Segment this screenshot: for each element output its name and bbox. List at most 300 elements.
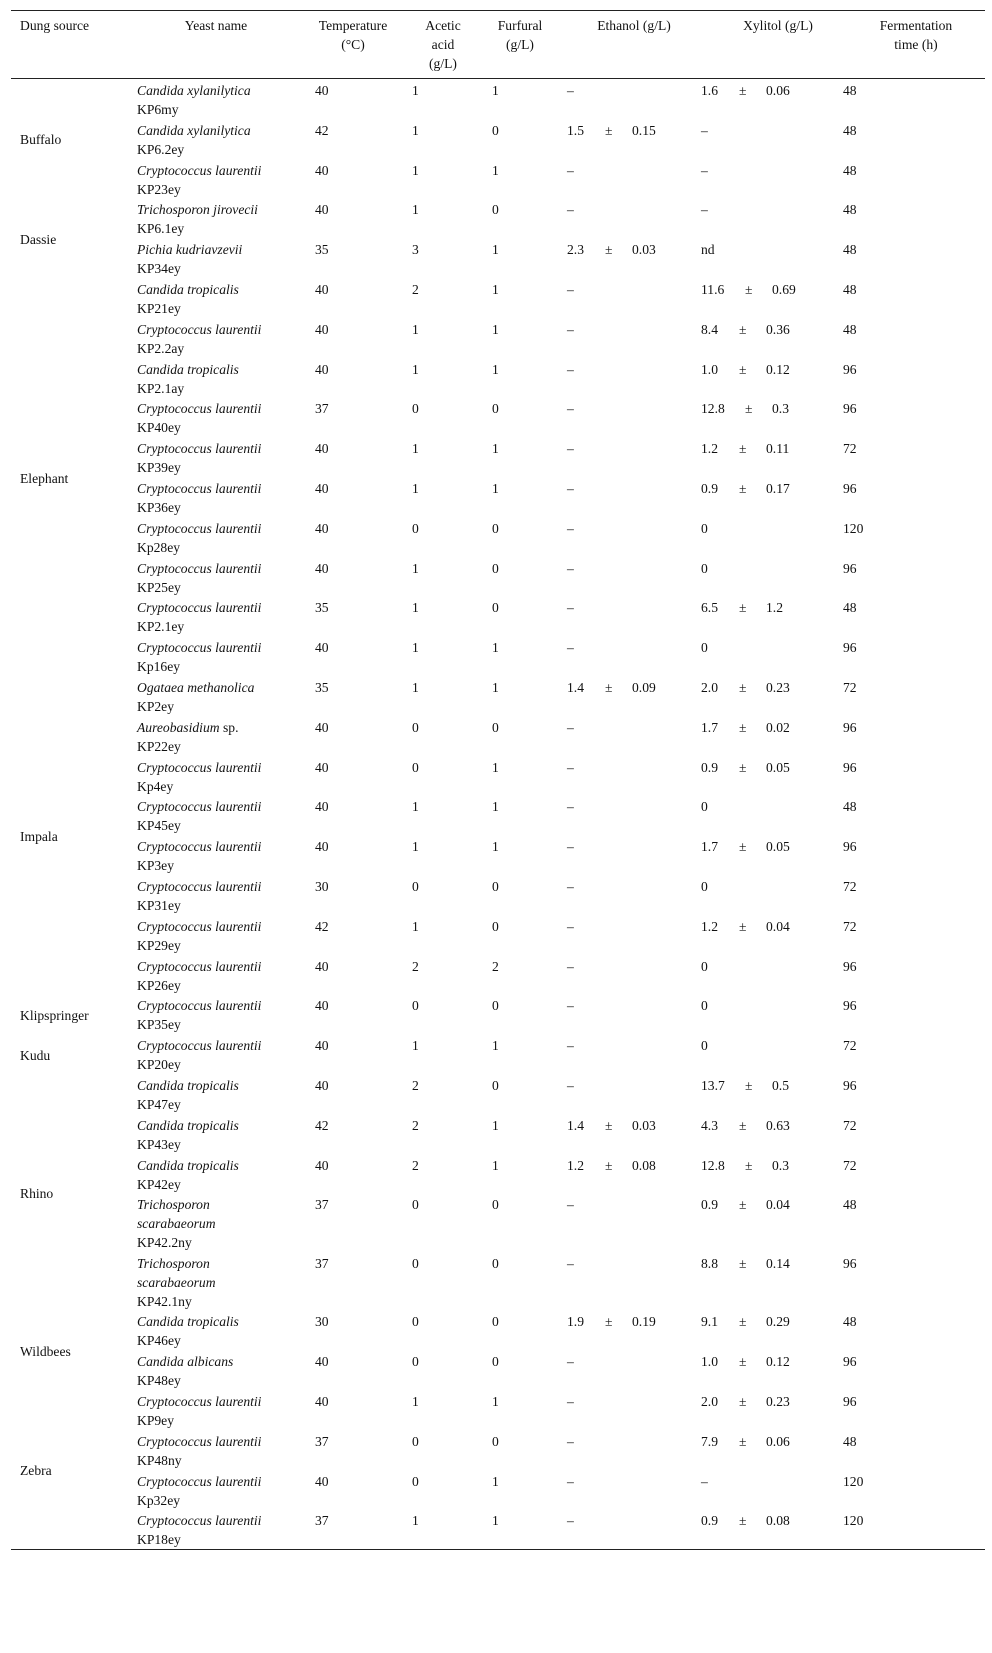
top-rule — [11, 10, 985, 11]
furfural-value: 1 — [492, 759, 499, 775]
xylitol-plus-minus: ± — [739, 1394, 747, 1409]
yeast-species-suffix: sp. — [219, 719, 239, 735]
temperature-value: 40 — [315, 640, 329, 656]
xylitol-mean: 11.6 — [701, 282, 725, 297]
temperature-value: 42 — [315, 1117, 329, 1133]
yeast-species-name: Cryptococcus laurentii — [137, 560, 262, 576]
fermentation-time-value: 96 — [843, 560, 857, 576]
xylitol-plus-minus: ± — [739, 1197, 747, 1213]
acetic-acid-value: 1 — [412, 83, 419, 98]
fermentation-time-value: 48 — [843, 1197, 857, 1213]
header-ethanol — [574, 16, 694, 35]
temperature-value: 40 — [315, 1157, 329, 1173]
ethanol-sd: 0.15 — [632, 122, 656, 138]
furfural-value: 1 — [492, 1157, 499, 1173]
xylitol-sd: 0.14 — [766, 1255, 790, 1271]
temperature-value: 40 — [315, 83, 329, 98]
ethanol-mean: 1.9 — [567, 1314, 584, 1330]
yeast-name-cell — [137, 1254, 216, 1311]
furfural-value: 1 — [492, 481, 499, 496]
xylitol-mean: 7.9 — [701, 1433, 718, 1449]
ethanol-value: – — [567, 1513, 574, 1529]
xylitol-sd: 0.06 — [766, 1433, 790, 1449]
acetic-acid-value: 0 — [412, 1197, 419, 1213]
xylitol-plus-minus: ± — [739, 1314, 747, 1330]
yeast-species-line — [137, 638, 261, 657]
yeast-species-line — [137, 81, 251, 100]
ethanol-value: – — [567, 441, 574, 457]
xylitol-value: – — [701, 1473, 708, 1489]
xylitol-sd: 0.12 — [766, 361, 790, 377]
xylitol-mean: 2.0 — [701, 680, 718, 695]
temperature-value: 40 — [315, 481, 329, 496]
yeast-species-line — [137, 877, 261, 896]
furfural-value: 1 — [492, 282, 499, 297]
acetic-acid-value: 1 — [412, 918, 419, 934]
yeast-strain-code: KP2.1ey — [137, 619, 185, 635]
yeast-species-name: Cryptococcus laurentii — [137, 520, 262, 536]
temperature-value: 40 — [315, 282, 329, 297]
yeast-species-line — [137, 1392, 261, 1411]
xylitol-mean: 4.3 — [701, 1117, 718, 1133]
temperature-value: 40 — [315, 520, 329, 536]
yeast-species-line — [137, 1432, 261, 1451]
temperature-value: 40 — [315, 719, 329, 735]
header-temperature-line2: (°C) — [341, 37, 365, 52]
dung-source-label: Dassie — [20, 231, 57, 247]
xylitol-mean: 6.5 — [701, 600, 718, 616]
fermentation-time-value: 48 — [843, 600, 857, 616]
header-yeast-name — [146, 16, 286, 35]
yeast-species-name: Cryptococcus laurentii — [137, 839, 262, 855]
yeast-name-cell — [137, 638, 261, 676]
yeast-species-name: Candida tropicalis — [137, 1117, 239, 1133]
ethanol-value: – — [567, 83, 574, 98]
yeast-name-cell — [137, 758, 261, 796]
ethanol-value: – — [567, 600, 574, 616]
yeast-species-line — [137, 559, 261, 578]
ethanol-value: – — [567, 1354, 574, 1370]
temperature-value: 40 — [315, 759, 329, 775]
yeast-strain-code: KP26ey — [137, 977, 181, 993]
furfural-value: 1 — [492, 1394, 499, 1409]
ethanol-sd: 0.08 — [632, 1157, 656, 1173]
fermentation-time-value: 72 — [843, 918, 857, 934]
yeast-species-line — [137, 1156, 239, 1175]
yeast-species-line — [137, 280, 239, 299]
yeast-species-name: Cryptococcus laurentii — [137, 441, 262, 457]
xylitol-sd: 0.3 — [772, 1157, 789, 1173]
yeast-strain-code: KP31ey — [137, 898, 181, 913]
fermentation-time-value: 96 — [843, 719, 857, 735]
furfural-value: 0 — [492, 401, 499, 417]
temperature-value: 37 — [315, 1513, 329, 1529]
ethanol-mean: 1.4 — [567, 1117, 584, 1133]
acetic-acid-value: 0 — [412, 998, 419, 1014]
xylitol-mean: 9.1 — [701, 1314, 718, 1330]
xylitol-mean: 1.7 — [701, 839, 718, 855]
xylitol-plus-minus: ± — [739, 361, 747, 377]
xylitol-plus-minus: ± — [739, 719, 747, 735]
yeast-name-cell — [137, 519, 261, 557]
fermentation-time-value: 72 — [843, 1117, 857, 1133]
xylitol-sd: 0.06 — [766, 83, 790, 98]
yeast-name-cell — [137, 320, 261, 358]
yeast-name-cell — [137, 360, 239, 398]
furfural-value: 0 — [492, 1314, 499, 1330]
header-xylitol-label: Xylitol (g/L) — [743, 18, 813, 33]
acetic-acid-value: 1 — [412, 162, 419, 178]
ethanol-value: – — [567, 401, 574, 417]
yeast-name-cell — [137, 598, 261, 636]
yeast-species-name: Cryptococcus laurentii — [137, 640, 262, 656]
yeast-name-cell — [137, 1352, 233, 1390]
header-ferm-line2: time (h) — [894, 37, 938, 52]
bottom-rule — [11, 1549, 985, 1550]
ethanol-plus-minus: ± — [605, 680, 613, 695]
yeast-strain-code: KP42ey — [137, 1176, 181, 1192]
yeast-strain-code: Kp28ey — [137, 539, 181, 555]
yeast-strain-code: KP43ey — [137, 1136, 181, 1152]
header-furfural-line2: (g/L) — [506, 37, 534, 52]
yeast-species-line — [137, 121, 251, 140]
fermentation-time-value: 48 — [843, 321, 857, 337]
xylitol-mean: 0.9 — [701, 1197, 718, 1213]
xylitol-plus-minus: ± — [739, 83, 747, 98]
acetic-acid-value: 1 — [412, 560, 419, 576]
yeast-species-name: Cryptococcus laurentii — [137, 321, 262, 337]
temperature-value: 35 — [315, 242, 329, 258]
furfural-value: 1 — [492, 361, 499, 377]
xylitol-plus-minus: ± — [739, 918, 747, 934]
yeast-species-name: Candida tropicalis — [137, 1078, 239, 1093]
yeast-strain-code: KP20ey — [137, 1057, 181, 1073]
acetic-acid-value: 0 — [412, 1354, 419, 1370]
header-acetic-line1: Acetic — [425, 18, 461, 33]
yeast-strain-code: KP47ey — [137, 1097, 181, 1112]
furfural-value: 0 — [492, 1433, 499, 1449]
yeast-strain-code: KP2ey — [137, 699, 175, 714]
header-furfural-line1: Furfural — [497, 18, 543, 33]
acetic-acid-value: 2 — [412, 1078, 419, 1093]
temperature-value: 37 — [315, 1197, 329, 1213]
yeast-strain-code: KP9ey — [137, 1413, 175, 1428]
xylitol-sd: 0.23 — [766, 1394, 790, 1409]
yeast-strain-code: KP40ey — [137, 420, 181, 436]
yeast-species-name: Cryptococcus laurentii — [137, 879, 262, 894]
acetic-acid-value: 1 — [412, 202, 419, 218]
fermentation-time-value: 72 — [843, 680, 857, 695]
yeast-name-cell — [137, 161, 261, 199]
xylitol-mean: 1.0 — [701, 1354, 718, 1370]
ethanol-mean: 2.3 — [567, 242, 584, 258]
furfural-value: 1 — [492, 1117, 499, 1133]
yeast-strain-code: KP6my — [137, 102, 179, 117]
ethanol-plus-minus: ± — [605, 1117, 613, 1133]
xylitol-mean: 0.9 — [701, 1513, 718, 1529]
fermentation-time-value: 96 — [843, 839, 857, 855]
fermentation-time-value: 96 — [843, 1394, 857, 1409]
yeast-species-name: Candida albicans — [137, 1354, 234, 1370]
temperature-value: 40 — [315, 1354, 329, 1370]
yeast-species-line — [137, 1214, 216, 1233]
xylitol-value: 0 — [701, 799, 708, 815]
yeast-species-line — [137, 161, 261, 180]
acetic-acid-value: 2 — [412, 282, 419, 297]
yeast-strain-code: KP48ey — [137, 1373, 181, 1389]
ethanol-plus-minus: ± — [605, 242, 613, 258]
temperature-value: 35 — [315, 680, 329, 695]
furfural-value: 0 — [492, 122, 499, 138]
fermentation-time-value: 48 — [843, 282, 857, 297]
xylitol-plus-minus: ± — [739, 1255, 747, 1271]
yeast-name-cell — [137, 718, 238, 756]
xylitol-plus-minus: ± — [739, 1117, 747, 1133]
yeast-species-name: Cryptococcus laurentii — [137, 1038, 262, 1054]
fermentation-time-value: 48 — [843, 162, 857, 178]
yeast-name-cell — [137, 1511, 261, 1549]
temperature-value: 40 — [315, 958, 329, 974]
ethanol-plus-minus: ± — [605, 1314, 613, 1330]
xylitol-sd: 0.11 — [766, 441, 790, 457]
yeast-strain-code: KP42.2ny — [137, 1235, 192, 1251]
temperature-value: 40 — [315, 162, 329, 178]
yeast-species-line — [137, 399, 261, 418]
acetic-acid-value: 1 — [412, 1513, 419, 1529]
xylitol-sd: 0.04 — [766, 1197, 790, 1213]
xylitol-mean: 8.4 — [701, 321, 718, 337]
ethanol-value: – — [567, 1394, 574, 1409]
acetic-acid-value: 0 — [412, 520, 419, 536]
header-yeast-label: Yeast name — [184, 18, 248, 33]
temperature-value: 30 — [315, 879, 329, 894]
ethanol-value: – — [567, 640, 574, 656]
temperature-value: 37 — [315, 401, 329, 417]
yeast-species-line — [137, 1273, 216, 1292]
yeast-species-name: Candida tropicalis — [137, 1157, 239, 1173]
furfural-value: 1 — [492, 1473, 499, 1489]
xylitol-sd: 0.29 — [766, 1314, 790, 1330]
furfural-value: 1 — [492, 162, 499, 178]
temperature-value: 40 — [315, 839, 329, 855]
xylitol-sd: 0.69 — [772, 282, 796, 297]
xylitol-plus-minus: ± — [745, 282, 753, 297]
yeast-strain-code: KP34ey — [137, 261, 181, 277]
yeast-species-name: Candida xylanilytica — [137, 83, 251, 98]
yeast-strain-code: KP46ey — [137, 1333, 181, 1349]
yeast-name-cell — [137, 399, 261, 437]
yeast-strain-code: KP22ey — [137, 738, 181, 754]
ethanol-sd: 0.03 — [632, 242, 656, 258]
yeast-species-name: Candida tropicalis — [137, 361, 239, 377]
yeast-name-cell — [137, 877, 261, 915]
furfural-value: 0 — [492, 600, 499, 616]
yeast-name-cell — [137, 1312, 239, 1350]
ethanol-plus-minus: ± — [605, 1157, 613, 1173]
furfural-value: 1 — [492, 83, 499, 98]
yeast-species-line — [137, 837, 261, 856]
xylitol-sd: 0.3 — [772, 401, 789, 417]
fermentation-time-value: 48 — [843, 1433, 857, 1449]
ethanol-value: – — [567, 1473, 574, 1489]
yeast-strain-code: KP2.1ay — [137, 380, 185, 396]
yeast-strain-code: Kp16ey — [137, 659, 181, 675]
furfural-value: 0 — [492, 879, 499, 894]
yeast-name-cell — [137, 1116, 239, 1154]
xylitol-value: – — [701, 162, 708, 178]
temperature-value: 40 — [315, 799, 329, 815]
ethanol-value: – — [567, 202, 574, 218]
xylitol-mean: 8.8 — [701, 1255, 718, 1271]
acetic-acid-value: 0 — [412, 1255, 419, 1271]
ethanol-value: – — [567, 1433, 574, 1449]
yeast-species-line — [137, 439, 261, 458]
yeast-strain-code: KP2.2ay — [137, 340, 185, 356]
acetic-acid-value: 1 — [412, 600, 419, 616]
yeast-strain-code: KP45ey — [137, 818, 181, 834]
acetic-acid-value: 2 — [412, 1157, 419, 1173]
yeast-name-cell — [137, 1195, 216, 1252]
yeast-species-name: Ogataea methanolica — [137, 680, 255, 695]
ethanol-value: – — [567, 560, 574, 576]
xylitol-mean: 0.9 — [701, 759, 718, 775]
fermentation-time-value: 96 — [843, 998, 857, 1014]
xylitol-sd: 0.02 — [766, 719, 790, 735]
xylitol-mean: 0.9 — [701, 481, 718, 496]
fermentation-time-value: 72 — [843, 879, 857, 894]
xylitol-mean: 1.2 — [701, 918, 718, 934]
xylitol-plus-minus: ± — [739, 839, 747, 855]
acetic-acid-value: 1 — [412, 799, 419, 815]
yeast-name-cell — [137, 81, 251, 119]
yeast-name-cell — [137, 1156, 239, 1194]
yeast-name-cell — [137, 797, 261, 835]
xylitol-mean: 13.7 — [701, 1078, 725, 1093]
yeast-strain-code: KP25ey — [137, 579, 181, 595]
yeast-species-name: Cryptococcus laurentii — [137, 998, 262, 1014]
xylitol-value: 0 — [701, 560, 708, 576]
temperature-value: 40 — [315, 1038, 329, 1054]
fermentation-time-value: 48 — [843, 202, 857, 218]
temperature-value: 40 — [315, 1394, 329, 1409]
yeast-name-cell — [137, 996, 261, 1034]
xylitol-plus-minus: ± — [745, 1157, 753, 1173]
temperature-value: 35 — [315, 600, 329, 616]
furfural-value: 0 — [492, 1197, 499, 1213]
fermentation-time-value: 120 — [843, 1513, 864, 1529]
fermentation-time-value: 96 — [843, 958, 857, 974]
ethanol-plus-minus: ± — [605, 122, 613, 138]
xylitol-sd: 0.12 — [766, 1354, 790, 1370]
yeast-species-line — [137, 957, 261, 976]
yeast-species-name: Trichosporon — [137, 1197, 210, 1213]
acetic-acid-value: 1 — [412, 361, 419, 377]
yeast-species-name: Cryptococcus laurentii — [137, 600, 262, 616]
furfural-value: 1 — [492, 1513, 499, 1529]
yeast-strain-code: KP23ey — [137, 181, 181, 197]
yeast-species-line — [137, 1472, 261, 1491]
temperature-value: 40 — [315, 998, 329, 1014]
xylitol-plus-minus: ± — [739, 441, 747, 457]
yeast-name-cell — [137, 917, 261, 955]
header-ethanol-label: Ethanol (g/L) — [597, 18, 671, 33]
xylitol-plus-minus: ± — [739, 600, 747, 616]
dung-source-label: Zebra — [20, 1463, 52, 1479]
acetic-acid-value: 0 — [412, 719, 419, 735]
yeast-name-cell — [137, 1036, 261, 1074]
yeast-strain-code: KP6.1ey — [137, 221, 185, 237]
yeast-species-name: Aureobasidium — [137, 719, 220, 735]
ethanol-value: – — [567, 759, 574, 775]
yeast-species-line — [137, 1076, 239, 1095]
xylitol-value: nd — [701, 242, 715, 258]
yeast-species-name: Cryptococcus laurentii — [137, 759, 262, 775]
header-ferm-line1: Fermentation — [879, 18, 953, 33]
xylitol-mean: 2.0 — [701, 1394, 718, 1409]
ethanol-value: – — [567, 799, 574, 815]
furfural-value: 1 — [492, 441, 499, 457]
yeast-strain-code: KP18ey — [137, 1532, 181, 1548]
header-dung-source — [20, 16, 89, 35]
yeast-name-cell — [137, 837, 261, 875]
acetic-acid-value: 1 — [412, 839, 419, 855]
xylitol-value: – — [701, 202, 708, 218]
xylitol-mean: 1.6 — [701, 83, 718, 98]
ethanol-mean: 1.2 — [567, 1157, 584, 1173]
fermentation-time-value: 48 — [843, 1314, 857, 1330]
ethanol-mean: 1.5 — [567, 122, 584, 138]
xylitol-sd: 1.2 — [766, 600, 783, 616]
yeast-strain-code: KP6.2ey — [137, 141, 185, 157]
xylitol-plus-minus: ± — [745, 1078, 753, 1093]
header-acetic-acid — [413, 16, 473, 73]
dung-source-label: Klipspringer — [20, 1007, 89, 1023]
fermentation-time-value: 120 — [843, 520, 864, 536]
yeast-species-line — [137, 1352, 233, 1371]
yeast-name-cell — [137, 957, 261, 995]
yeast-species-name: Cryptococcus laurentii — [137, 162, 262, 178]
furfural-value: 0 — [492, 918, 499, 934]
yeast-species-name: Trichosporon jirovecii — [137, 202, 258, 218]
yeast-species-line — [137, 200, 258, 219]
dung-source-label: Buffalo — [20, 132, 62, 148]
dung-source-label: Kudu — [20, 1047, 51, 1063]
ethanol-sd: 0.03 — [632, 1117, 656, 1133]
acetic-acid-value: 0 — [412, 1433, 419, 1449]
fermentation-time-value: 96 — [843, 1078, 857, 1093]
yeast-strain-code: KP3ey — [137, 858, 175, 874]
acetic-acid-value: 2 — [412, 958, 419, 974]
yeast-name-cell — [137, 439, 261, 477]
yeast-species-line — [137, 1036, 261, 1055]
xylitol-plus-minus: ± — [739, 1433, 747, 1449]
acetic-acid-value: 0 — [412, 759, 419, 775]
yeast-species-name: Pichia kudriavzevii — [137, 242, 243, 258]
xylitol-plus-minus: ± — [739, 1513, 747, 1529]
fermentation-time-value: 72 — [843, 1157, 857, 1173]
ethanol-value: – — [567, 719, 574, 735]
furfural-value: 1 — [492, 242, 499, 258]
xylitol-mean: 1.0 — [701, 361, 718, 377]
yeast-species-name: Cryptococcus laurentii — [137, 1394, 262, 1409]
xylitol-plus-minus: ± — [739, 321, 747, 337]
yeast-species-line — [137, 479, 261, 498]
temperature-value: 30 — [315, 1314, 329, 1330]
yeast-species-name: scarabaeorum — [137, 1216, 216, 1232]
acetic-acid-value: 1 — [412, 640, 419, 656]
yeast-name-cell — [137, 240, 242, 278]
furfural-value: 2 — [492, 958, 499, 974]
